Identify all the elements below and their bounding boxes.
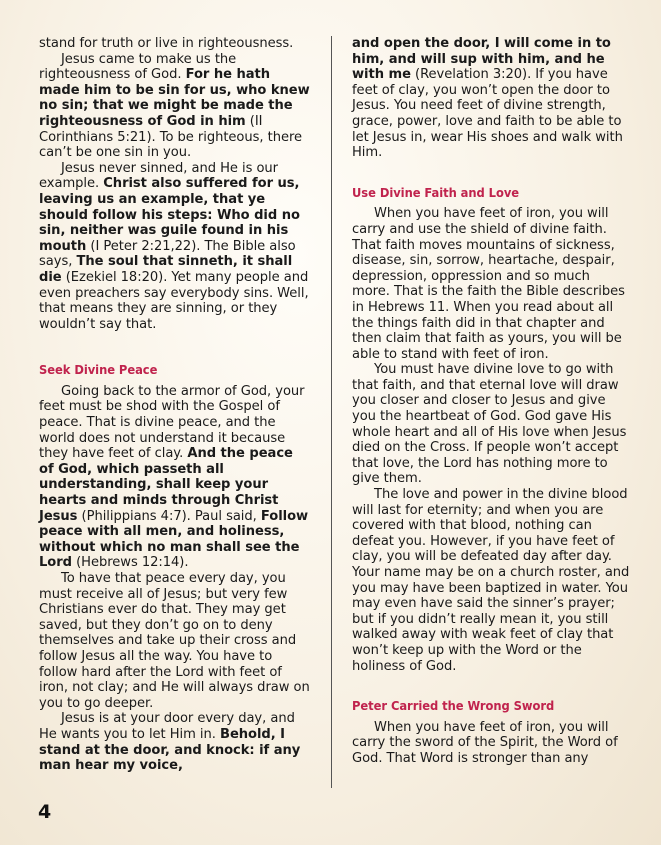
scripture-quote: And the peace of God, which passeth all understanding, shall keep your hearts and minds through Christ Jesus [39, 446, 293, 524]
paragraph: When you have feet of iron, you will carry and use the shield of divine faith. That faith moves mountains of sickness, disease, sin, sorrow, heartache, despair, depression, oppression and so much more. That is the faith the Bible describes in Hebrews 11. When you read about all the things faith did in that chapter and then claim that faith as yours, you will be able to stand with feet of iron. [352, 206, 625, 362]
scripture-quote: The soul that sinneth, it shall die [39, 254, 293, 285]
text: (I Peter 2:21,22). The Bible also says, [39, 238, 296, 270]
scripture-quote: Christ also suffered for us, leaving us an example, that ye should follow his steps: Who did no sin, neither was guile found in his mouth [39, 176, 300, 254]
right-column [352, 36, 630, 767]
scripture-quote: For he hath made him to be sin for us, who knew no sin; that we might be made the righteousness of God in him [39, 67, 310, 129]
paragraph [39, 52, 311, 161]
paragraph: You must have divine love to go with that faith, and that eternal love will draw you closer and closer to Jesus and give you the heartbeat of God. God gave His whole heart and all of His love when Jesus died on the Cross. If people won’t accept that love, the Lord has nothing more to give them. [352, 362, 627, 487]
section-heading: Use Divine Faith and Love [352, 185, 520, 201]
left-column [39, 36, 311, 774]
paragraph: When you have feet of iron, you will carry the sword of the Spirit, the Word of God. That Word is stronger than any [352, 719, 618, 766]
paragraph: To have that peace every day, you must receive all of Jesus; but very few Christians ever do that. They may get saved, but they don’t go on to deny themselves and take up their cross and follow Jesus all the way. You have to follow hard after the Lord with feet of iron, not clay; and He will always draw on you to go deeper. [39, 571, 310, 711]
text: Going back to the armor of God, your feet must be shod with the Gospel of peace. That is divine peace, and the world does not understand it because they have feet of clay. [39, 383, 305, 462]
text: Jesus never sinned, and He is our example. [39, 160, 278, 192]
page-number: 4 [38, 801, 52, 823]
text: (Revelation 3:20). If you have feet of clay, you won’t open the door to Jesus. You need feet of divine strength, grace, power, love and faith to be able to let Jesus in, wear His shoes and walk with Him. [352, 67, 623, 161]
section-heading: Seek Divine Peace [39, 363, 158, 379]
paragraph [39, 161, 311, 333]
paragraph [352, 36, 630, 161]
text: (Hebrews 12:14). [76, 555, 189, 571]
text: (II Corinthians 5:21). To be righteous, there can’t be one sin in you. [39, 113, 303, 161]
text: (Philippians 4:7). Paul said, [81, 508, 257, 524]
section-heading: Peter Carried the Wrong Sword [352, 699, 555, 715]
paragraph: stand for truth or live in righteousness. [39, 36, 294, 51]
column-divider [331, 36, 332, 788]
scripture-quote: and open the door, I will come in to him, and will sup with him, and he with me [352, 36, 611, 83]
text: Jesus came to make us the righteousness of God. [39, 51, 237, 83]
scripture-quote: Follow peace with all men, and holiness, without which no man shall see the Lord [39, 508, 309, 571]
scripture-quote: Behold, I stand at the door, and knock: if any man hear my voice, [39, 726, 301, 774]
paragraph [39, 384, 311, 571]
text: Jesus is at your door every day, and He wants you to let Him in. [39, 711, 295, 742]
text: (Ezekiel 18:20). Yet many people and even preachers say everybody sins. Well, that means they are sinning, or they wouldn’t say that. [39, 269, 309, 332]
paragraph [39, 711, 311, 773]
paragraph: The love and power in the divine blood will last for eternity; and when you are covered with that blood, nothing can defeat you. However, if you have feet of clay, you will be defeated day after day. Your name may be on a church roster, and you may have been baptized in water. You may even have said the sinner’s prayer; but if you didn’t really mean it, you still walked away with weak feet of clay that won’t keep up with the Word or the holiness of God. [352, 487, 630, 674]
